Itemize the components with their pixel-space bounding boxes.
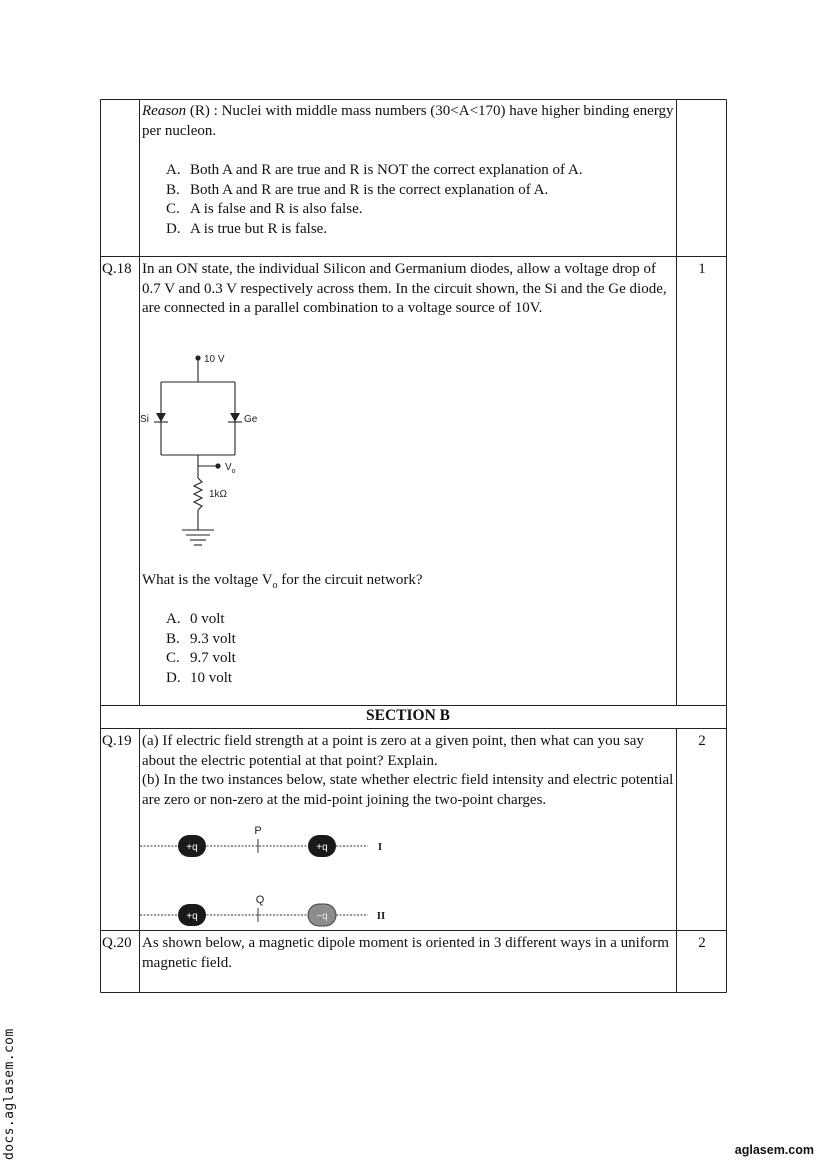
q19-marks: 2 [698,733,706,749]
q20-marks: 2 [698,935,706,951]
q20-text: As shown below, a magnetic dipole moment is oriented in 3 different ways in a uniform magnetic field. [142,935,669,971]
q17-reason-text: (R) : Nuclei with middle mass numbers (30<A<170) have higher binding energy per nucleon. [142,103,674,139]
q18-question: What is the voltage $V_o$ for the circuit network? [142,572,423,591]
q17-reason [142,102,674,141]
q18-circuit-diagram [138,350,278,555]
footer-brand: aglasem.com [734,1143,814,1157]
row2-roman-label: II [376,910,386,922]
q19-charge-figure [140,822,390,930]
q18-option-d: D. 10 volt [166,669,233,686]
q18-option-a: A. 0 volt [166,611,225,627]
side-watermark: docs.aglasem.com [2,1028,17,1160]
q18-option-c: C. 9.7 volt [166,650,236,666]
point-p-label: P [254,825,262,837]
charge-row-2 [140,894,385,926]
output-terminal-icon [215,463,220,468]
row2-right-charge-label: −q [316,911,328,922]
resistor-label: 1kΩ [209,489,228,500]
q18-marks: 1 [698,261,706,277]
q17-option-b: B. Both A and R are true and R is the correct explanation of A. [166,181,549,198]
q17-option-d: D. A is true but R is false. [166,220,328,237]
q19-number: Q.19 [102,733,132,749]
source-terminal-icon [195,355,200,360]
q20-number: Q.20 [102,935,132,951]
ge-diode-icon [230,413,240,422]
q18-options [166,610,671,688]
q17-option-c: C. A is false and R is also false. [166,201,363,217]
ge-label: Ge [244,414,258,425]
row1-right-charge-label: +q [316,842,328,853]
row1-roman-label: I [377,841,383,853]
point-q-label: Q [255,894,265,906]
si-label: Si [140,414,149,425]
si-diode-icon [156,413,166,422]
row2-left-charge-label: +q [186,911,198,922]
section-b-heading: SECTION B [366,707,450,724]
q18-number: Q.18 [102,261,132,277]
row1-left-charge-label: +q [186,842,198,853]
source-label: 10 V [204,354,225,365]
charge-row-1 [140,825,382,857]
q18-text: In an ON state, the individual Silicon and Germanium diodes, allow a voltage drop of 0.7 V and 0.3 V respectively across them. In the circuit shown, the Si and the Ge diode, are connected in a parallel combination to a voltage source of 10V. [142,261,667,316]
q19-part-b: (b) In the two instances below, state whether electric field intensity and electric potential are zero or non-zero at the mid-point joining the two-point charges. [142,772,674,808]
vo-label: $V_o$ [225,462,236,475]
q18-option-b: B. 9.3 volt [166,630,236,647]
q19-text [142,732,674,810]
q19-part-a: (a) If electric field strength at a point is zero at a given point, then what can you say about the electric potential at that point? Explain. [142,733,644,769]
q17-reason-label: Reason [142,103,187,119]
q17-options [166,161,671,239]
q17-option-a: A. Both A and R are true and R is NOT the correct explanation of A. [166,162,583,178]
